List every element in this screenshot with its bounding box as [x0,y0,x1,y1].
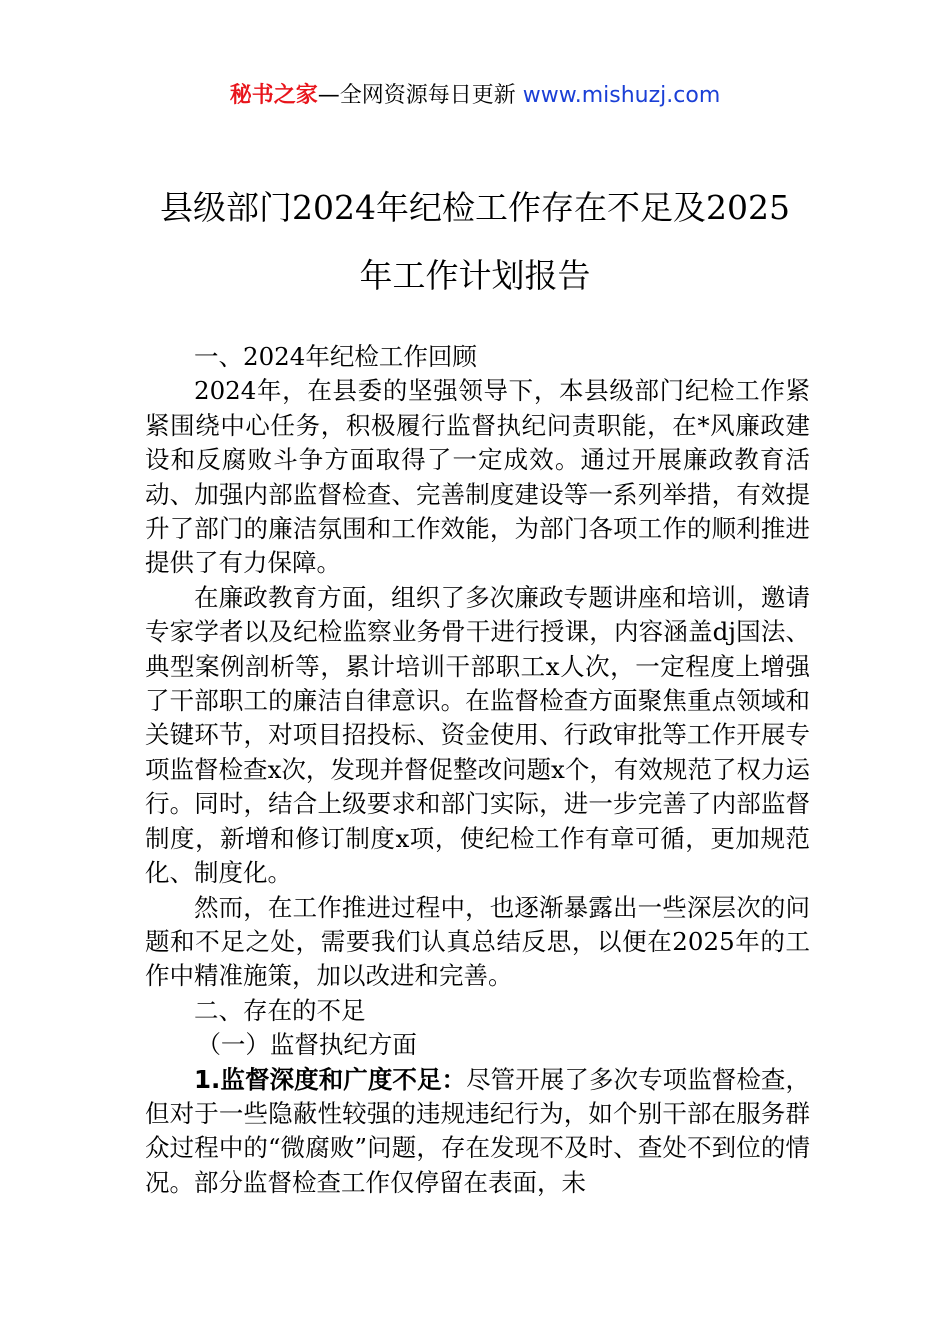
document-body [145,340,810,1200]
site-url-link[interactable]: www.mishuzj.com [522,83,721,108]
section-heading-2: 二、存在的不足 [194,995,366,1025]
site-header [0,80,950,112]
document-title-line-2: 年工作计划报告 [359,256,591,295]
paragraph-1: 2024年，在县委的坚强领导下，本县级部门纪检工作紧紧围绕中心任务，积极履行监督执纪问责职能，在*风廉政建设和反腐败斗争方面取得了一定成效。通过开展廉政教育活动、加强内部监督检查、完善制度建设等一系列举措，有效提升了部门的廉洁氛围和工作效能，为部门各项工作的顺利推进提供了有力保障。 [145,376,810,578]
header-tagline: —全网资源每日更新 [317,83,523,108]
subsection-heading-1: （一）监督执纪方面 [196,1030,417,1060]
item-1-text: 尽管开展了多次专项监督检查，但对于一些隐蔽性较强的违规违纪行为，如个别干部在服务群众过程中的“微腐败”问题，存在发现不及时、查处不到位的情况。部分监督检查工作仅停留在表面，未 [145,1064,810,1197]
brand-name: 秘书之家 [229,83,318,108]
paragraph-2: 在廉政教育方面，组织了多次廉政专题讲座和培训，邀请专家学者以及纪检监察业务骨干进行授课，内容涵盖dj国法、典型案例剖析等，累计培训干部职工x人次，一定程度上增强了干部职工的廉洁自律意识。在监督检查方面聚焦重点领域和关键环节，对项目招投标、资金使用、行政审批等工作开展专项监督检查x次，发现并督促整改问题x个，有效规范了权力运行。同时，结合上级要求和部门实际，进一步完善了内部监督制度，新增和修订制度x项，使纪检工作有章可循，更加规范化、制度化。 [145,582,810,888]
paragraph-3: 然而，在工作推进过程中，也逐渐暴露出一些深层次的问题和不足之处，需要我们认真总结反思，以便在2025年的工作中精准施策，加以改进和完善。 [145,892,810,991]
item-1-lead: 1.监督深度和广度不足： [194,1064,467,1094]
paragraph-item-1 [145,1063,810,1201]
section-heading-1: 一、2024年纪检工作回顾 [194,342,477,371]
document-title-line-1: 县级部门2024年纪检工作存在不足及2025 [160,188,790,227]
